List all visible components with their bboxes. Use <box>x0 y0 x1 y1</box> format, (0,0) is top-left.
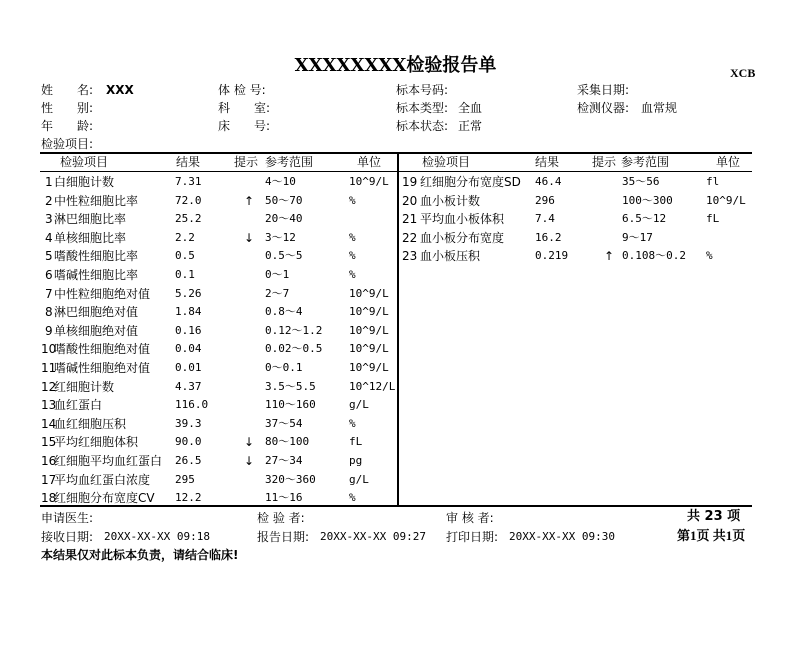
table-row <box>0 415 791 433</box>
age-label: 年 龄: <box>41 119 94 133</box>
test-unit: 10^9/L <box>349 323 389 337</box>
abnormal-flag: ↓ <box>244 454 255 468</box>
test-unit: fL <box>706 212 720 226</box>
test-result: 0.5 <box>175 249 195 263</box>
test-name: 血红蛋白 <box>54 398 103 413</box>
header-hint-right: 提示 <box>592 155 617 169</box>
reference-range: 0.02～0.5 <box>265 342 323 356</box>
reference-range: 320～360 <box>265 472 316 486</box>
print-date-value: 20XX-XX-XX 09:30 <box>509 530 615 543</box>
reference-range: 0～0.1 <box>265 361 303 374</box>
header-hint-left: 提示 <box>234 155 259 169</box>
table-row <box>0 210 791 228</box>
table-row <box>0 247 791 265</box>
row-number: 8 <box>45 305 53 320</box>
test-unit: % <box>706 249 713 263</box>
test-unit: % <box>349 491 356 505</box>
test-name: 单核细胞绝对值 <box>54 323 139 338</box>
test-unit: 10^9/L <box>349 361 389 374</box>
reference-range: 0.12～1.2 <box>265 323 323 337</box>
header-item-right: 检验项目 <box>422 155 471 169</box>
test-name: 红细胞计数 <box>54 379 115 394</box>
test-unit: fL <box>349 435 363 449</box>
receive-value: 20XX-XX-XX 09:18 <box>104 530 210 543</box>
test-unit: g/L <box>349 398 369 412</box>
test-result: 39.3 <box>175 416 202 430</box>
test-result: 0.219 <box>535 249 569 263</box>
report-code: XCB <box>730 66 756 80</box>
test-result: 295 <box>175 472 195 486</box>
test-name: 淋巴细胞比率 <box>54 212 127 227</box>
table-row <box>0 266 791 284</box>
reference-range: 110～160 <box>265 398 316 412</box>
test-result: 0.01 <box>175 361 202 374</box>
row-number: 2 <box>45 193 53 208</box>
report-title: XXXXXXXX检验报告单 <box>294 55 497 76</box>
reviewer-label: 审 核 者: <box>446 511 494 525</box>
reference-range: 0.5～5 <box>265 249 303 263</box>
test-name: 血红细胞压积 <box>54 416 127 431</box>
test-unit: % <box>349 249 356 263</box>
abnormal-flag: ↓ <box>244 435 255 450</box>
row-number: 1 <box>45 175 53 189</box>
test-result: 72.0 <box>175 193 202 207</box>
reference-range: 3～12 <box>265 230 296 244</box>
reference-range: 80～100 <box>265 435 310 449</box>
sample-type-label: 标本类型: <box>396 101 449 115</box>
test-name: 淋巴细胞绝对值 <box>54 305 139 320</box>
header-result-right: 结果 <box>535 155 560 169</box>
row-number: 14 <box>41 416 57 431</box>
tester-label: 检 验 者: <box>257 511 305 525</box>
table-row <box>0 192 791 210</box>
row-number: 16 <box>41 454 57 468</box>
test-name: 红细胞分布宽度CV <box>54 491 155 506</box>
reference-range: 0.8～4 <box>265 305 303 319</box>
row-number: 6 <box>45 268 53 282</box>
bed-label: 床 号: <box>218 119 271 133</box>
reference-range: 100～300 <box>622 193 673 207</box>
reference-range: 0.108～0.2 <box>622 249 686 263</box>
row-number: 13 <box>41 398 57 413</box>
test-result: 4.37 <box>175 379 202 393</box>
table-row <box>0 433 791 451</box>
test-unit: % <box>349 268 356 281</box>
test-unit: 10^9/L <box>706 193 746 207</box>
reference-range: 0～1 <box>265 268 290 281</box>
test-result: 116.0 <box>175 398 209 412</box>
test-unit: pg <box>349 454 363 467</box>
test-name: 嗜酸性细胞比率 <box>54 249 139 264</box>
print-date-label: 打印日期: <box>446 530 499 544</box>
test-name: 血小板分布宽度 <box>420 230 505 245</box>
test-result: 2.2 <box>175 230 195 244</box>
header-item-left: 检验项目 <box>60 155 109 169</box>
row-number: 18 <box>41 491 57 506</box>
test-result: 16.2 <box>535 230 562 244</box>
row-number: 9 <box>45 323 53 338</box>
reference-range: 11～16 <box>265 491 303 505</box>
reference-range: 6.5～12 <box>622 212 667 226</box>
disclaimer: 本结果仅对此标本负责，请结合临床! <box>41 548 239 562</box>
doctor-label: 申请医生: <box>41 511 94 525</box>
test-result: 0.16 <box>175 323 202 337</box>
row-number: 5 <box>45 249 53 264</box>
abnormal-flag: ↑ <box>604 249 615 264</box>
header-range-left: 参考范围 <box>265 155 314 169</box>
table-row <box>0 285 791 303</box>
abnormal-flag: ↓ <box>244 230 255 245</box>
sex-label: 性 别: <box>41 101 94 115</box>
test-name: 红细胞平均血红蛋白 <box>54 454 163 468</box>
sample-type-value: 全血 <box>458 101 483 115</box>
test-unit: % <box>349 193 356 207</box>
test-unit: 10^9/L <box>349 175 389 188</box>
header-result-left: 结果 <box>176 155 201 169</box>
table-row <box>0 229 791 247</box>
test-unit: 10^9/L <box>349 305 389 319</box>
test-name: 嗜碱性细胞绝对值 <box>54 361 151 375</box>
test-result: 46.4 <box>535 175 562 188</box>
test-result: 5.26 <box>175 286 202 300</box>
table-row <box>0 396 791 414</box>
table-row <box>0 452 791 470</box>
reference-range: 27～34 <box>265 454 303 467</box>
reference-range: 4～10 <box>265 175 296 188</box>
row-number: 23 <box>402 249 418 264</box>
table-row <box>0 322 791 340</box>
report-date-label: 报告日期: <box>257 530 310 544</box>
test-name: 白细胞计数 <box>54 175 115 189</box>
row-number: 4 <box>45 230 53 245</box>
reference-range: 37～54 <box>265 416 303 430</box>
row-number: 11 <box>41 361 57 375</box>
table-row <box>0 359 791 377</box>
test-name: 单核细胞比率 <box>54 230 127 245</box>
receive-label: 接收日期: <box>41 530 94 544</box>
table-header-rule <box>40 171 752 172</box>
reference-range: 2～7 <box>265 286 290 300</box>
test-unit: % <box>349 230 356 244</box>
reference-range: 50～70 <box>265 193 303 207</box>
instrument-label: 检测仪器: <box>577 101 630 115</box>
abnormal-flag: ↑ <box>244 193 255 208</box>
test-name: 平均血小板体积 <box>420 212 505 227</box>
table-top-rule <box>40 152 752 154</box>
test-result: 26.5 <box>175 454 202 467</box>
test-name: 平均红细胞体积 <box>54 435 139 450</box>
test-name: 平均血红蛋白浓度 <box>54 472 151 487</box>
report-date-value: 20XX-XX-XX 09:27 <box>320 530 426 543</box>
table-row <box>0 173 791 191</box>
dept-label: 科 室: <box>218 101 271 115</box>
header-range-right: 参考范围 <box>621 155 670 169</box>
row-number: 3 <box>45 212 53 227</box>
test-name: 嗜酸性细胞绝对值 <box>54 342 151 357</box>
instrument-value: 血常规 <box>641 101 678 115</box>
row-number: 19 <box>402 175 418 189</box>
reference-range: 35～56 <box>622 175 660 188</box>
table-row <box>0 489 791 507</box>
row-number: 12 <box>41 379 57 394</box>
test-result: 1.84 <box>175 305 202 319</box>
test-result: 7.4 <box>535 212 555 226</box>
test-unit: g/L <box>349 472 369 486</box>
test-unit: fl <box>706 175 720 188</box>
test-name: 中性粒细胞比率 <box>54 193 139 208</box>
test-name: 红细胞分布宽度SD <box>420 175 521 189</box>
exam-no-label: 体 检 号: <box>218 83 266 97</box>
sample-status-label: 标本状态: <box>396 119 449 133</box>
table-row <box>0 471 791 489</box>
page-number: 第1页 共1页 <box>677 528 746 543</box>
row-number: 21 <box>402 212 418 227</box>
test-unit: 10^9/L <box>349 342 389 356</box>
test-result: 12.2 <box>175 491 202 505</box>
test-name: 血小板压积 <box>420 249 481 264</box>
test-result: 0.1 <box>175 268 195 281</box>
row-number: 7 <box>45 286 53 301</box>
header-unit-right: 单位 <box>716 155 741 169</box>
table-row <box>0 378 791 396</box>
test-name: 血小板计数 <box>420 193 481 208</box>
test-result: 7.31 <box>175 175 202 188</box>
sample-status-value: 正常 <box>458 119 483 133</box>
collect-date-label: 采集日期: <box>577 83 630 97</box>
test-name: 嗜碱性细胞比率 <box>54 268 139 282</box>
test-result: 90.0 <box>175 435 202 449</box>
reference-range: 20～40 <box>265 212 303 226</box>
table-row <box>0 303 791 321</box>
sample-no-label: 标本号码: <box>396 83 449 97</box>
test-name: 中性粒细胞绝对值 <box>54 286 151 301</box>
items-label: 检验项目: <box>41 137 94 151</box>
row-number: 22 <box>402 230 418 245</box>
test-result: 0.04 <box>175 342 202 356</box>
header-unit-left: 单位 <box>357 155 382 169</box>
test-result: 296 <box>535 193 555 207</box>
name-value: XXX <box>106 83 134 97</box>
test-unit: 10^12/L <box>349 379 396 393</box>
test-result: 25.2 <box>175 212 202 226</box>
name-label: 姓 名: <box>41 83 94 97</box>
table-row <box>0 340 791 358</box>
row-number: 17 <box>41 472 57 487</box>
reference-range: 3.5～5.5 <box>265 379 316 393</box>
row-number: 20 <box>402 193 418 208</box>
total-count: 共 23 项 <box>687 509 741 524</box>
row-number: 15 <box>41 435 57 450</box>
reference-range: 9～17 <box>622 230 653 244</box>
row-number: 10 <box>41 342 57 357</box>
test-unit: % <box>349 416 356 430</box>
test-unit: 10^9/L <box>349 286 389 300</box>
